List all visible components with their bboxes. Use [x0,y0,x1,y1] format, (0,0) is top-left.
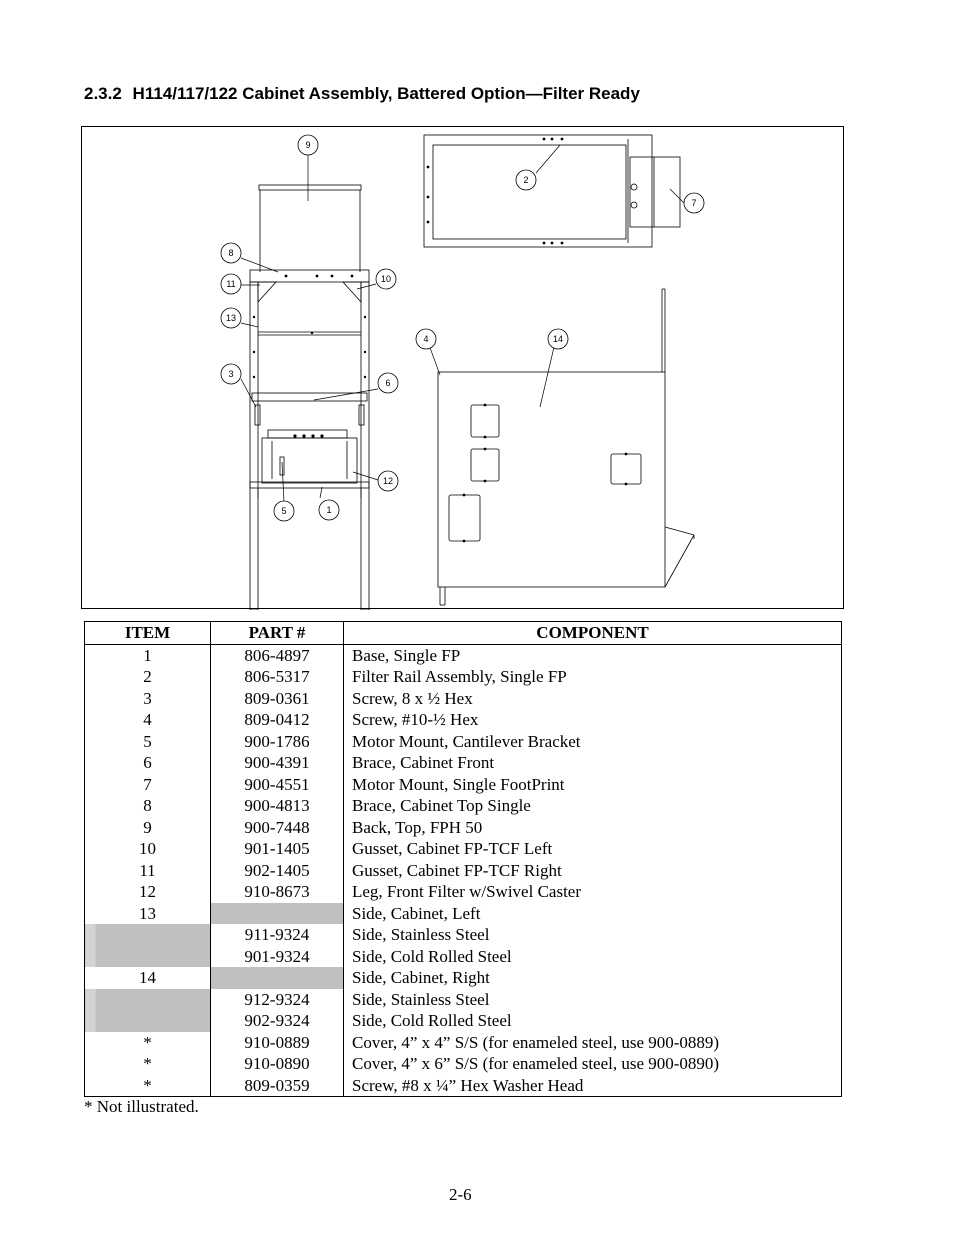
part-number-cell: 900-4391 [211,752,344,774]
component-cell: Gusset, Cabinet FP-TCF Left [344,838,842,860]
part-number-cell: 910-0890 [211,1053,344,1075]
table-row [85,989,842,1011]
component-cell: Brace, Cabinet Front [344,752,842,774]
item-cell: 13 [85,903,211,925]
table-row [85,644,842,666]
component-cell: Filter Rail Assembly, Single FP [344,666,842,688]
item-cell [85,1010,211,1032]
part-number-cell: 809-0412 [211,709,344,731]
component-cell: Leg, Front Filter w/Swivel Caster [344,881,842,903]
part-number-cell: 902-9324 [211,1010,344,1032]
item-cell: * [85,1075,211,1097]
table-row [85,1075,842,1097]
item-cell [85,924,211,946]
table-row [85,924,842,946]
item-cell: 8 [85,795,211,817]
component-cell: Gusset, Cabinet FP-TCF Right [344,860,842,882]
component-cell: Screw, #10-½ Hex [344,709,842,731]
callout-label-9: 9 [305,140,311,150]
table-row [85,709,842,731]
component-cell: Side, Stainless Steel [344,989,842,1011]
callouts [221,135,704,521]
item-cell: 14 [85,967,211,989]
part-number-cell: 902-1405 [211,860,344,882]
callout-label-1: 1 [326,505,332,515]
item-cell: 2 [85,666,211,688]
header-component: COMPONENT [344,622,842,645]
item-cell [85,946,211,968]
part-number-cell: 912-9324 [211,989,344,1011]
part-number-cell: 900-4813 [211,795,344,817]
section-number: 2.3.2 [84,84,122,103]
table-row [85,1053,842,1075]
item-cell: 1 [85,644,211,666]
callout-label-4: 4 [423,334,429,344]
table-row [85,838,842,860]
callout-label-8: 8 [228,248,234,258]
component-cell: Side, Cabinet, Left [344,903,842,925]
table-row [85,817,842,839]
item-cell: 7 [85,774,211,796]
component-cell: Motor Mount, Single FootPrint [344,774,842,796]
component-cell: Side, Cold Rolled Steel [344,946,842,968]
table-row [85,774,842,796]
item-cell: * [85,1032,211,1054]
table-row [85,967,842,989]
parts-table-header [85,622,842,645]
callout-label-11: 11 [226,279,236,289]
part-number-cell: 900-4551 [211,774,344,796]
table-row [85,860,842,882]
callout-label-10: 10 [380,274,392,284]
callout-label-5: 5 [281,506,287,516]
part-number-cell: 910-0889 [211,1032,344,1054]
table-row [85,1032,842,1054]
parts-table [84,621,842,1097]
table-row [85,666,842,688]
item-cell: 4 [85,709,211,731]
part-number-cell: 911-9324 [211,924,344,946]
part-number-cell: 809-0361 [211,688,344,710]
table-row [85,946,842,968]
footnote: * Not illustrated. [84,1097,199,1116]
component-cell: Cover, 4” x 4” S/S (for enameled steel, use 900-0889) [344,1032,842,1054]
callout-label-7: 7 [691,198,697,208]
part-number-cell: 900-1786 [211,731,344,753]
component-cell: Side, Stainless Steel [344,924,842,946]
table-row [85,688,842,710]
item-cell [85,989,211,1011]
header-item: ITEM [85,622,211,645]
part-number-cell: 900-7448 [211,817,344,839]
item-cell: 9 [85,817,211,839]
component-cell: Screw, 8 x ½ Hex [344,688,842,710]
item-cell: 11 [85,860,211,882]
component-cell: Cover, 4” x 6” S/S (for enameled steel, use 900-0890) [344,1053,842,1075]
section-title: H114/117/122 Cabinet Assembly, Battered Option—Filter Ready [132,84,640,103]
callout-label-6: 6 [385,378,391,388]
cabinet-top-view [424,135,680,247]
table-row [85,1010,842,1032]
component-cell: Motor Mount, Cantilever Bracket [344,731,842,753]
component-cell: Brace, Cabinet Top Single [344,795,842,817]
leader-lines [241,145,684,502]
item-cell: 5 [85,731,211,753]
part-number-cell: 809-0359 [211,1075,344,1097]
exploded-assembly-drawing [81,126,844,609]
table-row [85,881,842,903]
callout-label-2: 2 [523,175,529,185]
component-cell: Side, Cold Rolled Steel [344,1010,842,1032]
component-cell: Screw, #8 x ¼” Hex Washer Head [344,1075,842,1097]
part-number-cell: 901-1405 [211,838,344,860]
item-cell: * [85,1053,211,1075]
header-part-number: PART # [211,622,344,645]
component-cell: Base, Single FP [344,644,842,666]
page-number: 2-6 [449,1185,472,1204]
item-cell: 3 [85,688,211,710]
callout-label-13: 13 [225,313,237,323]
table-row [85,731,842,753]
part-number-cell [211,967,344,989]
callout-label-12: 12 [382,476,394,486]
table-row [85,903,842,925]
table-row [85,795,842,817]
callout-label-14: 14 [552,334,564,344]
cabinet-front-view [250,185,369,610]
parts-table-body [85,644,842,1097]
part-number-cell: 806-5317 [211,666,344,688]
component-cell: Side, Cabinet, Right [344,967,842,989]
component-cell: Back, Top, FPH 50 [344,817,842,839]
callout-label-3: 3 [228,369,234,379]
item-cell: 12 [85,881,211,903]
item-cell: 6 [85,752,211,774]
part-number-cell: 806-4897 [211,644,344,666]
part-number-cell: 901-9324 [211,946,344,968]
part-number-cell: 910-8673 [211,881,344,903]
item-cell: 10 [85,838,211,860]
section-heading [84,84,640,104]
table-row [85,752,842,774]
part-number-cell [211,903,344,925]
